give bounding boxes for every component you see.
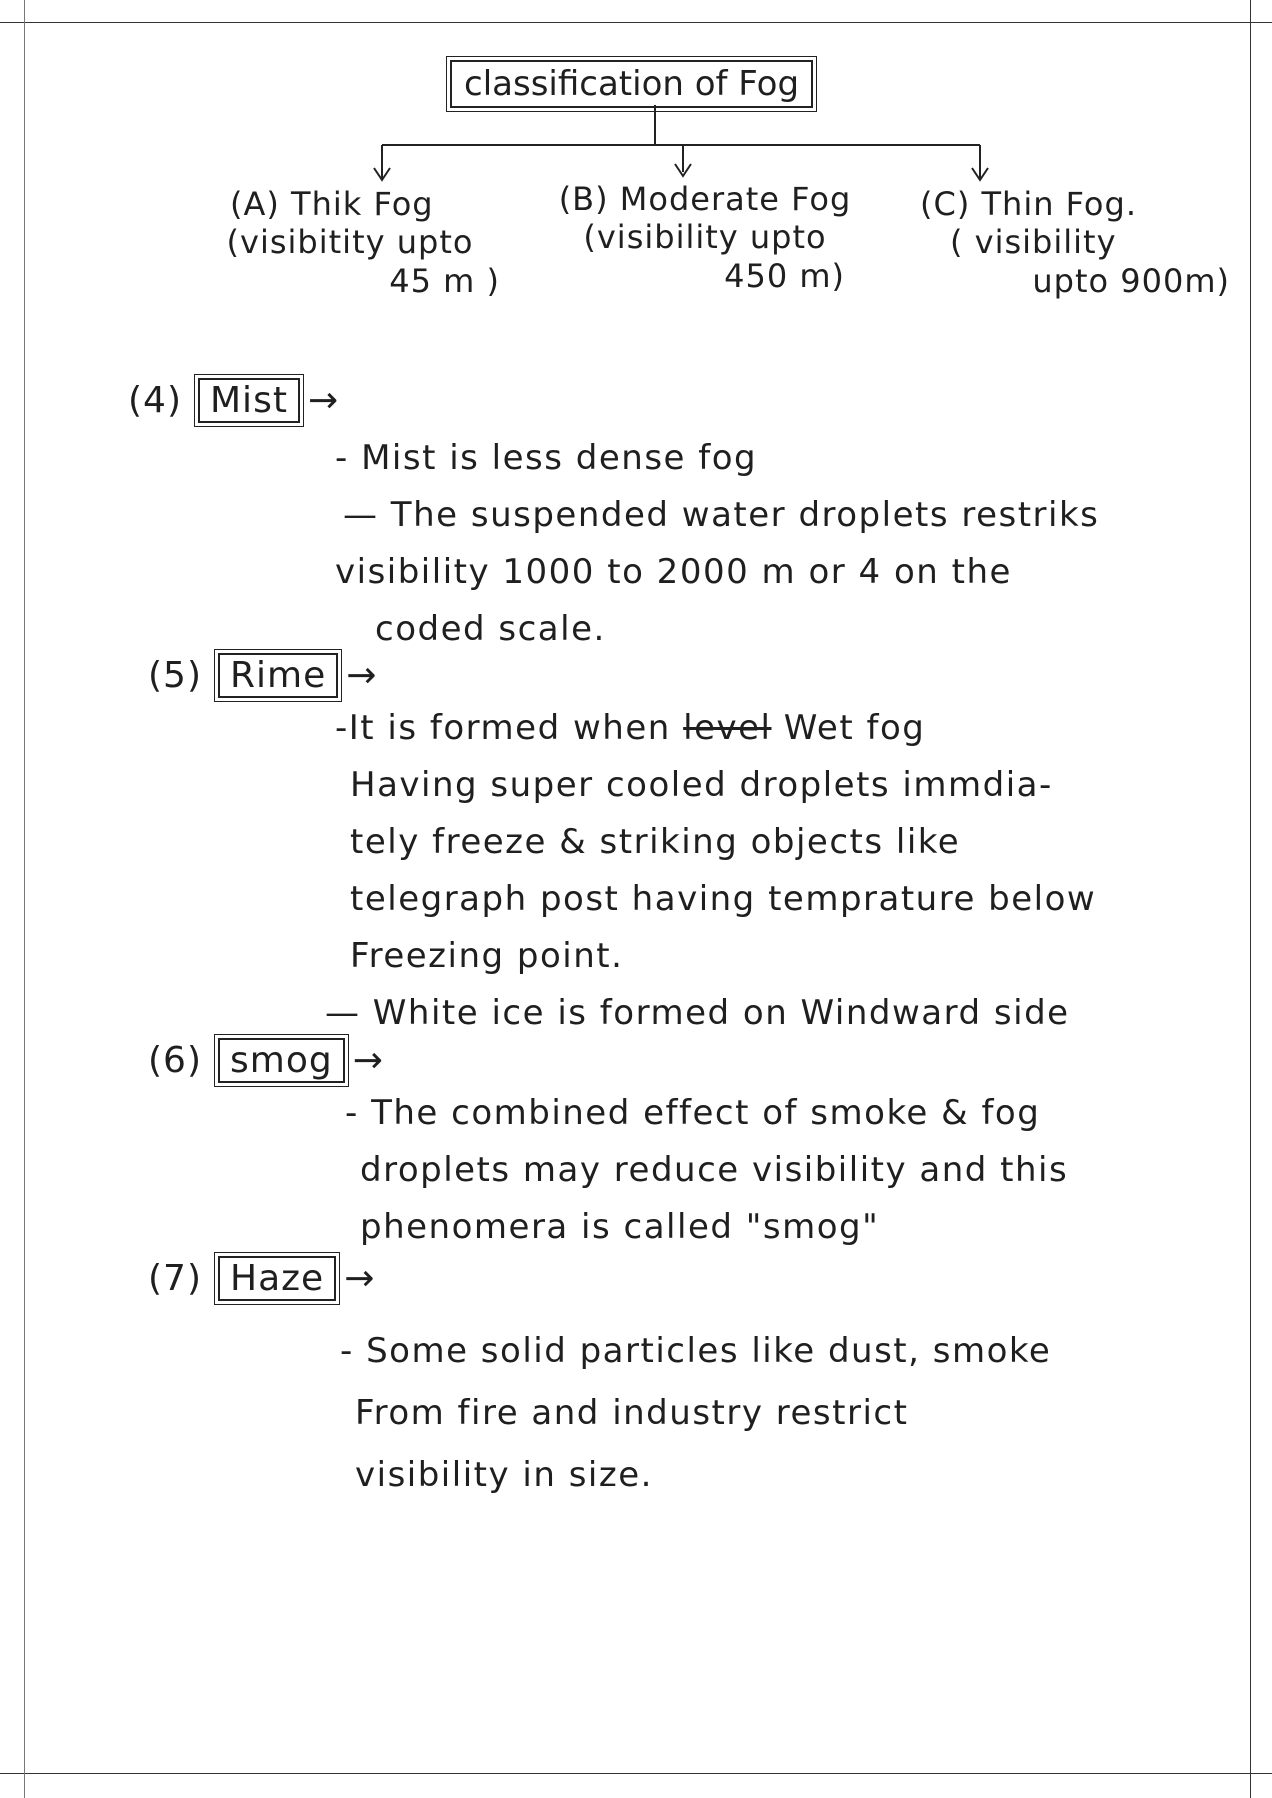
section-heading-haze [148,1258,375,1299]
section-title-box: Haze [218,1256,336,1301]
struck-word: level [683,708,772,748]
section-heading-mist [128,380,339,421]
fog-type-thin [910,185,1230,300]
text-line: telegraph post having temprature below [350,879,1097,919]
arrow-icon: → [352,1040,384,1081]
section-title-box: Rime [218,653,338,698]
text-line: - The combined effect of smoke & fog [345,1093,1041,1133]
fog-type-visibility: (visibility upto [583,218,827,257]
section-body-smog [345,1085,1068,1256]
fog-type-label: (C) Thin Fog. [920,185,1137,223]
text-line: — White ice is formed on Windward side [325,993,1070,1033]
text-fragment: Wet fog [783,708,926,748]
text-line: visibility in size. [355,1455,653,1495]
text-line [335,700,1096,757]
section-number: (7) [148,1258,202,1299]
text-line: phenomera is called "smog" [360,1207,880,1247]
text-line: Freezing point. [350,936,624,976]
section-body-mist [335,430,1099,658]
section-body-haze [340,1320,1051,1506]
classification-title: classification of Fog [450,60,813,108]
section-heading-smog [148,1040,384,1081]
fog-type-label: (B) Moderate Fog [558,180,852,218]
arrow-icon: → [307,380,340,421]
arrow-icon: → [346,655,378,696]
text-line: Having super cooled droplets immdia- [350,765,1053,805]
section-heading-rime [148,655,377,696]
right-margin-line [1250,0,1251,1798]
text-line: From fire and industry restrict [355,1393,909,1433]
text-line: - Mist is less dense fog [335,438,758,478]
fog-type-visibility: (visibitity upto [226,223,474,262]
fog-type-moderate [545,180,865,295]
text-line: - Some solid particles like dust, smoke [340,1331,1052,1371]
left-margin-line [24,0,25,1798]
text-line: tely freeze & striking objects like [350,822,961,862]
fog-type-visibility-value: 450 m) [724,256,845,295]
text-line: — The suspended water droplets restriks [343,495,1100,535]
fog-type-visibility: ( visibility [950,223,1117,262]
section-title-box: smog [218,1038,345,1083]
classification-tree-lines [0,0,1272,200]
text-line: visibility 1000 to 2000 m or 4 on the [335,552,1012,592]
section-title-box: Mist [198,378,300,423]
text-line: droplets may reduce visibility and this [360,1150,1069,1190]
text-line: coded scale. [375,609,606,649]
section-body-rime [325,700,1097,1042]
fog-type-label: (A) Thik Fog [230,185,434,223]
fog-type-visibility-value: 45 m ) [389,261,500,300]
fog-type-visibility-value: upto 900m) [1032,261,1230,300]
text-fragment: -It is formed when [335,708,671,748]
section-number: (4) [128,380,182,421]
arrow-icon: → [344,1258,376,1299]
bottom-rule [0,1773,1272,1774]
section-number: (6) [148,1040,202,1081]
section-number: (5) [148,655,202,696]
fog-type-thick [200,185,500,300]
